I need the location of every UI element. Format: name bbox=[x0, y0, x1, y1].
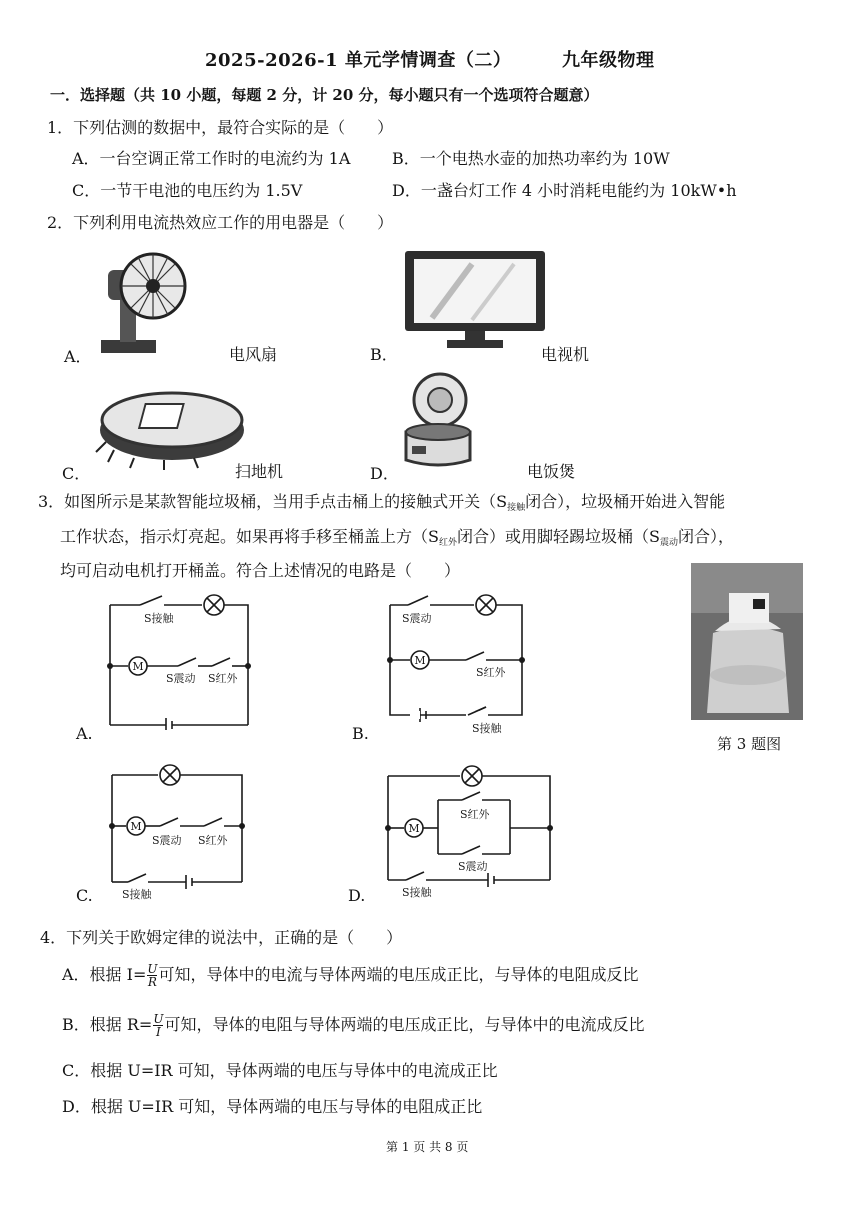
television-image bbox=[402, 248, 548, 352]
motor-label-b: M bbox=[414, 654, 426, 667]
q3-line2: 工作状态，指示灯亮起。如果再将手移至桶盖上方（$S_{红外}$闭合）或用脚轻踢垃圾桶（$S_{震动}$闭合）， bbox=[60, 527, 734, 548]
switch-vibrate-b: S震动 bbox=[402, 612, 432, 625]
robot-vacuum-image bbox=[94, 380, 248, 470]
q1-option-d: D．一盏台灯工作 4 小时消耗电能约为 10kW•h bbox=[392, 181, 737, 200]
page-number: 第 1 页 共 8 页 bbox=[386, 1140, 469, 1154]
rice-cooker-image bbox=[398, 370, 478, 470]
q1-stem: 1．下列估测的数据中，最符合实际的是（ ） bbox=[47, 118, 394, 137]
q4-option-d: D．根据 U=IR 可知，导体两端的电压与导体的电阻成正比 bbox=[62, 1097, 483, 1116]
switch-infrared-d: S红外 bbox=[460, 808, 490, 821]
section-heading: 一．选择题（共 10 小题，每题 2 分，计 20 分，每小题只有一个选项符合题意） bbox=[50, 86, 599, 104]
switch-vibrate-a: S震动 bbox=[166, 672, 196, 685]
switch-contact-a: S接触 bbox=[144, 612, 174, 625]
q2-label-rice-cooker: 电饭煲 bbox=[527, 462, 576, 481]
q1-option-c: C．一节干电池的电压约为 1.5V bbox=[72, 181, 303, 200]
switch-infrared-c: S红外 bbox=[198, 834, 228, 847]
q2-letter-a: A． bbox=[64, 347, 92, 366]
circuit-a bbox=[100, 590, 260, 730]
q2-stem: 2．下列利用电流热效应工作的用电器是（ ） bbox=[47, 213, 394, 232]
q1-option-b: B．一个电热水壶的加热功率约为 10W bbox=[392, 149, 670, 168]
q4-stem: 4．下列关于欧姆定律的说法中，正确的是（ ） bbox=[40, 928, 403, 947]
circuit-d bbox=[376, 758, 556, 898]
circuit-label-d: D. bbox=[348, 886, 366, 905]
circuit-label-c: C. bbox=[76, 886, 93, 905]
q3-line3: 均可启动电机打开桶盖。符合上述情况的电路是（ ） bbox=[60, 561, 461, 580]
motor-label-c: M bbox=[130, 820, 142, 833]
q2-label-fan: 电风扇 bbox=[229, 345, 278, 364]
q2-letter-b: B． bbox=[370, 345, 398, 364]
circuit-label-a: A. bbox=[76, 724, 93, 743]
electric-fan-image bbox=[98, 240, 188, 355]
switch-contact-d: S接触 bbox=[402, 886, 432, 898]
q1-option-a: A．一台空调正常工作时的电流约为 1A bbox=[72, 149, 351, 168]
q2-label-vacuum: 扫地机 bbox=[235, 462, 284, 481]
q3-line1: 3．如图所示是某款智能垃圾桶，当用手点击桶上的接触式开关（$S_{接触}$闭合），垃圾桶开始进入智能 bbox=[38, 492, 726, 513]
circuit-c bbox=[100, 760, 260, 900]
q4-option-b: B．根据 R= $\frac{U}{I}$ 可知，导体的电阻与导体两端的电压成正比，与导体中的电流成反比 bbox=[62, 1012, 645, 1039]
circuit-label-b: B. bbox=[352, 724, 369, 743]
q4-option-a: A．根据 I= $\frac{U}{R}$ 可知，导体中的电流与导体两端的电压成正比，与导体的电阻成反比 bbox=[62, 962, 639, 989]
q4-option-c: C．根据 U=IR 可知，导体两端的电压与导体中的电流成正比 bbox=[62, 1061, 498, 1080]
fraction-u-over-r: $\frac{U}{R}$ bbox=[147, 962, 158, 989]
q2-letter-d: D． bbox=[370, 464, 399, 483]
switch-infrared-a: S红外 bbox=[208, 672, 238, 685]
photo-caption: 第 3 题图 bbox=[717, 735, 782, 753]
motor-label-d: M bbox=[408, 822, 420, 835]
switch-contact-b: S接触 bbox=[472, 722, 502, 735]
circuit-b bbox=[380, 590, 540, 740]
switch-contact-c: S接触 bbox=[122, 888, 152, 900]
exam-title: 2025-2026-1 单元学情调查（二） bbox=[205, 50, 512, 71]
subject-title: 九年级物理 bbox=[562, 50, 655, 71]
q2-label-tv: 电视机 bbox=[541, 345, 590, 364]
motor-label-a: M bbox=[132, 660, 144, 673]
switch-vibrate-d: S震动 bbox=[458, 860, 488, 873]
q2-letter-c: C． bbox=[62, 464, 91, 483]
switch-vibrate-c: S震动 bbox=[152, 834, 182, 847]
switch-infrared-b: S红外 bbox=[476, 666, 506, 679]
smart-trash-can-photo bbox=[691, 563, 803, 720]
fraction-u-over-i: $\frac{U}{I}$ bbox=[153, 1012, 164, 1039]
